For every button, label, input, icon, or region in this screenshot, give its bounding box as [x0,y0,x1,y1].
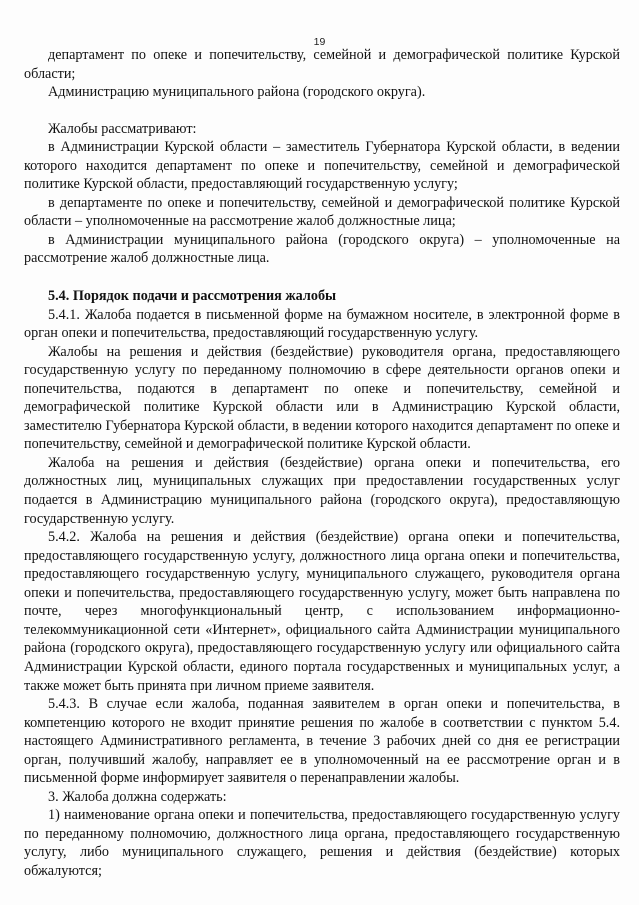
spacer [24,102,620,120]
paragraph-complaint-contents: 3. Жалоба должна содержать: [48,788,227,805]
page-number: 19 [313,36,326,48]
paragraph-5-4-2: 5.4.2. Жалоба на решения и действия (бездействие) органа опеки и попечительства, предоставляющего государственную услугу, должностного лица органа опеки и попечительства, предоставляющего государственную услугу, муниципального служащего, руководителя органа опеки и попечительства, предоставляющего государственную услугу, может быть направлена по почте, через многофункциональный центр, с использованием информационно-телекоммуникационной сети «Интернет», официального сайта Администрации муниципального района (городского округа), предоставляющего государственную услугу или официального сайта Администрации Курской области, единого портала государственных и муниципальных услуг, а также может быть принята при личном приеме заявителя. [24,529,620,694]
paragraph-municipal-admin: Администрацию муниципального района (городского округа). [48,84,426,101]
paragraph-5-4-1: 5.4.1. Жалоба подается в письменной форме на бумажном носителе, в электронной форме в орган опеки и попечительства, предоставляющий государственную услугу. [24,306,620,342]
paragraph-item-1: 1) наименование органа опеки и попечительства, предоставляющего государственную услугу по переданному полномочию, должностного лица органа, предоставляющего государственную услугу, либо муниципального служащего, решения и действия (бездействие) которых обжалуются; [24,807,620,879]
section-heading: 5.4. Порядок подачи и рассмотрения жалобы [48,288,337,305]
paragraph-reviewer-municipal: в Администрации муниципального района (городского округа) – уполномоченные на рассмотрение жалоб должностные лица. [24,231,620,267]
paragraph-reviewer-department: в департаменте по опеке и попечительству, семейной и демографической политике Курской области – уполномоченные на рассмотрение жалоб должностные лица; [24,194,620,230]
paragraph-reviewer-kursk-admin: в Администрации Курской области – заместитель Губернатора Курской области, в ведении которого находится департамент по опеке и попечительству, семейной и демографической политике Курской области, предоставляющий государственную услугу; [24,139,620,193]
paragraph-5-4-3: 5.4.3. В случае если жалоба, поданная заявителем в орган опеки и попечительства, в компетенцию которого не входит принятие решения по жалобе в соответствии с пунктом 5.4. настоящего Административного регламента, в течение 3 рабочих дней со дня ее регистрации орган, получивший жалобу, направляет ее в уполномоченный на ее рассмотрение орган и в письменной форме информирует заявителя о перенаправлении жалобы. [24,696,620,787]
paragraph-complaints-head: Жалобы на решения и действия (бездействие) руководителя органа, предоставляющего государственную услугу по переданному полномочию в сфере деятельности органов опеки и попечительства, подаются в департамент по опеке и попечительству, семейной и демографической политике Курской области или в Администрацию Курской области, заместителю Губернатора Курской области, в ведении которого находится департамент по опеке и попечительству, семейной и демографической политике Курской области. [24,343,620,453]
paragraph-complaints-officials: Жалоба на решения и действия (бездействие) органа опеки и попечительства, его должностных лиц, муниципальных служащих при предоставлении государственных услуг подается в Администрацию муниципального района (городского округа), предоставляющую государственную услугу. [24,454,620,527]
spacer [24,268,620,287]
document-body [24,46,620,881]
paragraph-reviewers-intro: Жалобы рассматривают: [48,120,197,137]
paragraph-department: департамент по опеке и попечительству, семейной и демографической политике Курской области; [24,47,620,82]
